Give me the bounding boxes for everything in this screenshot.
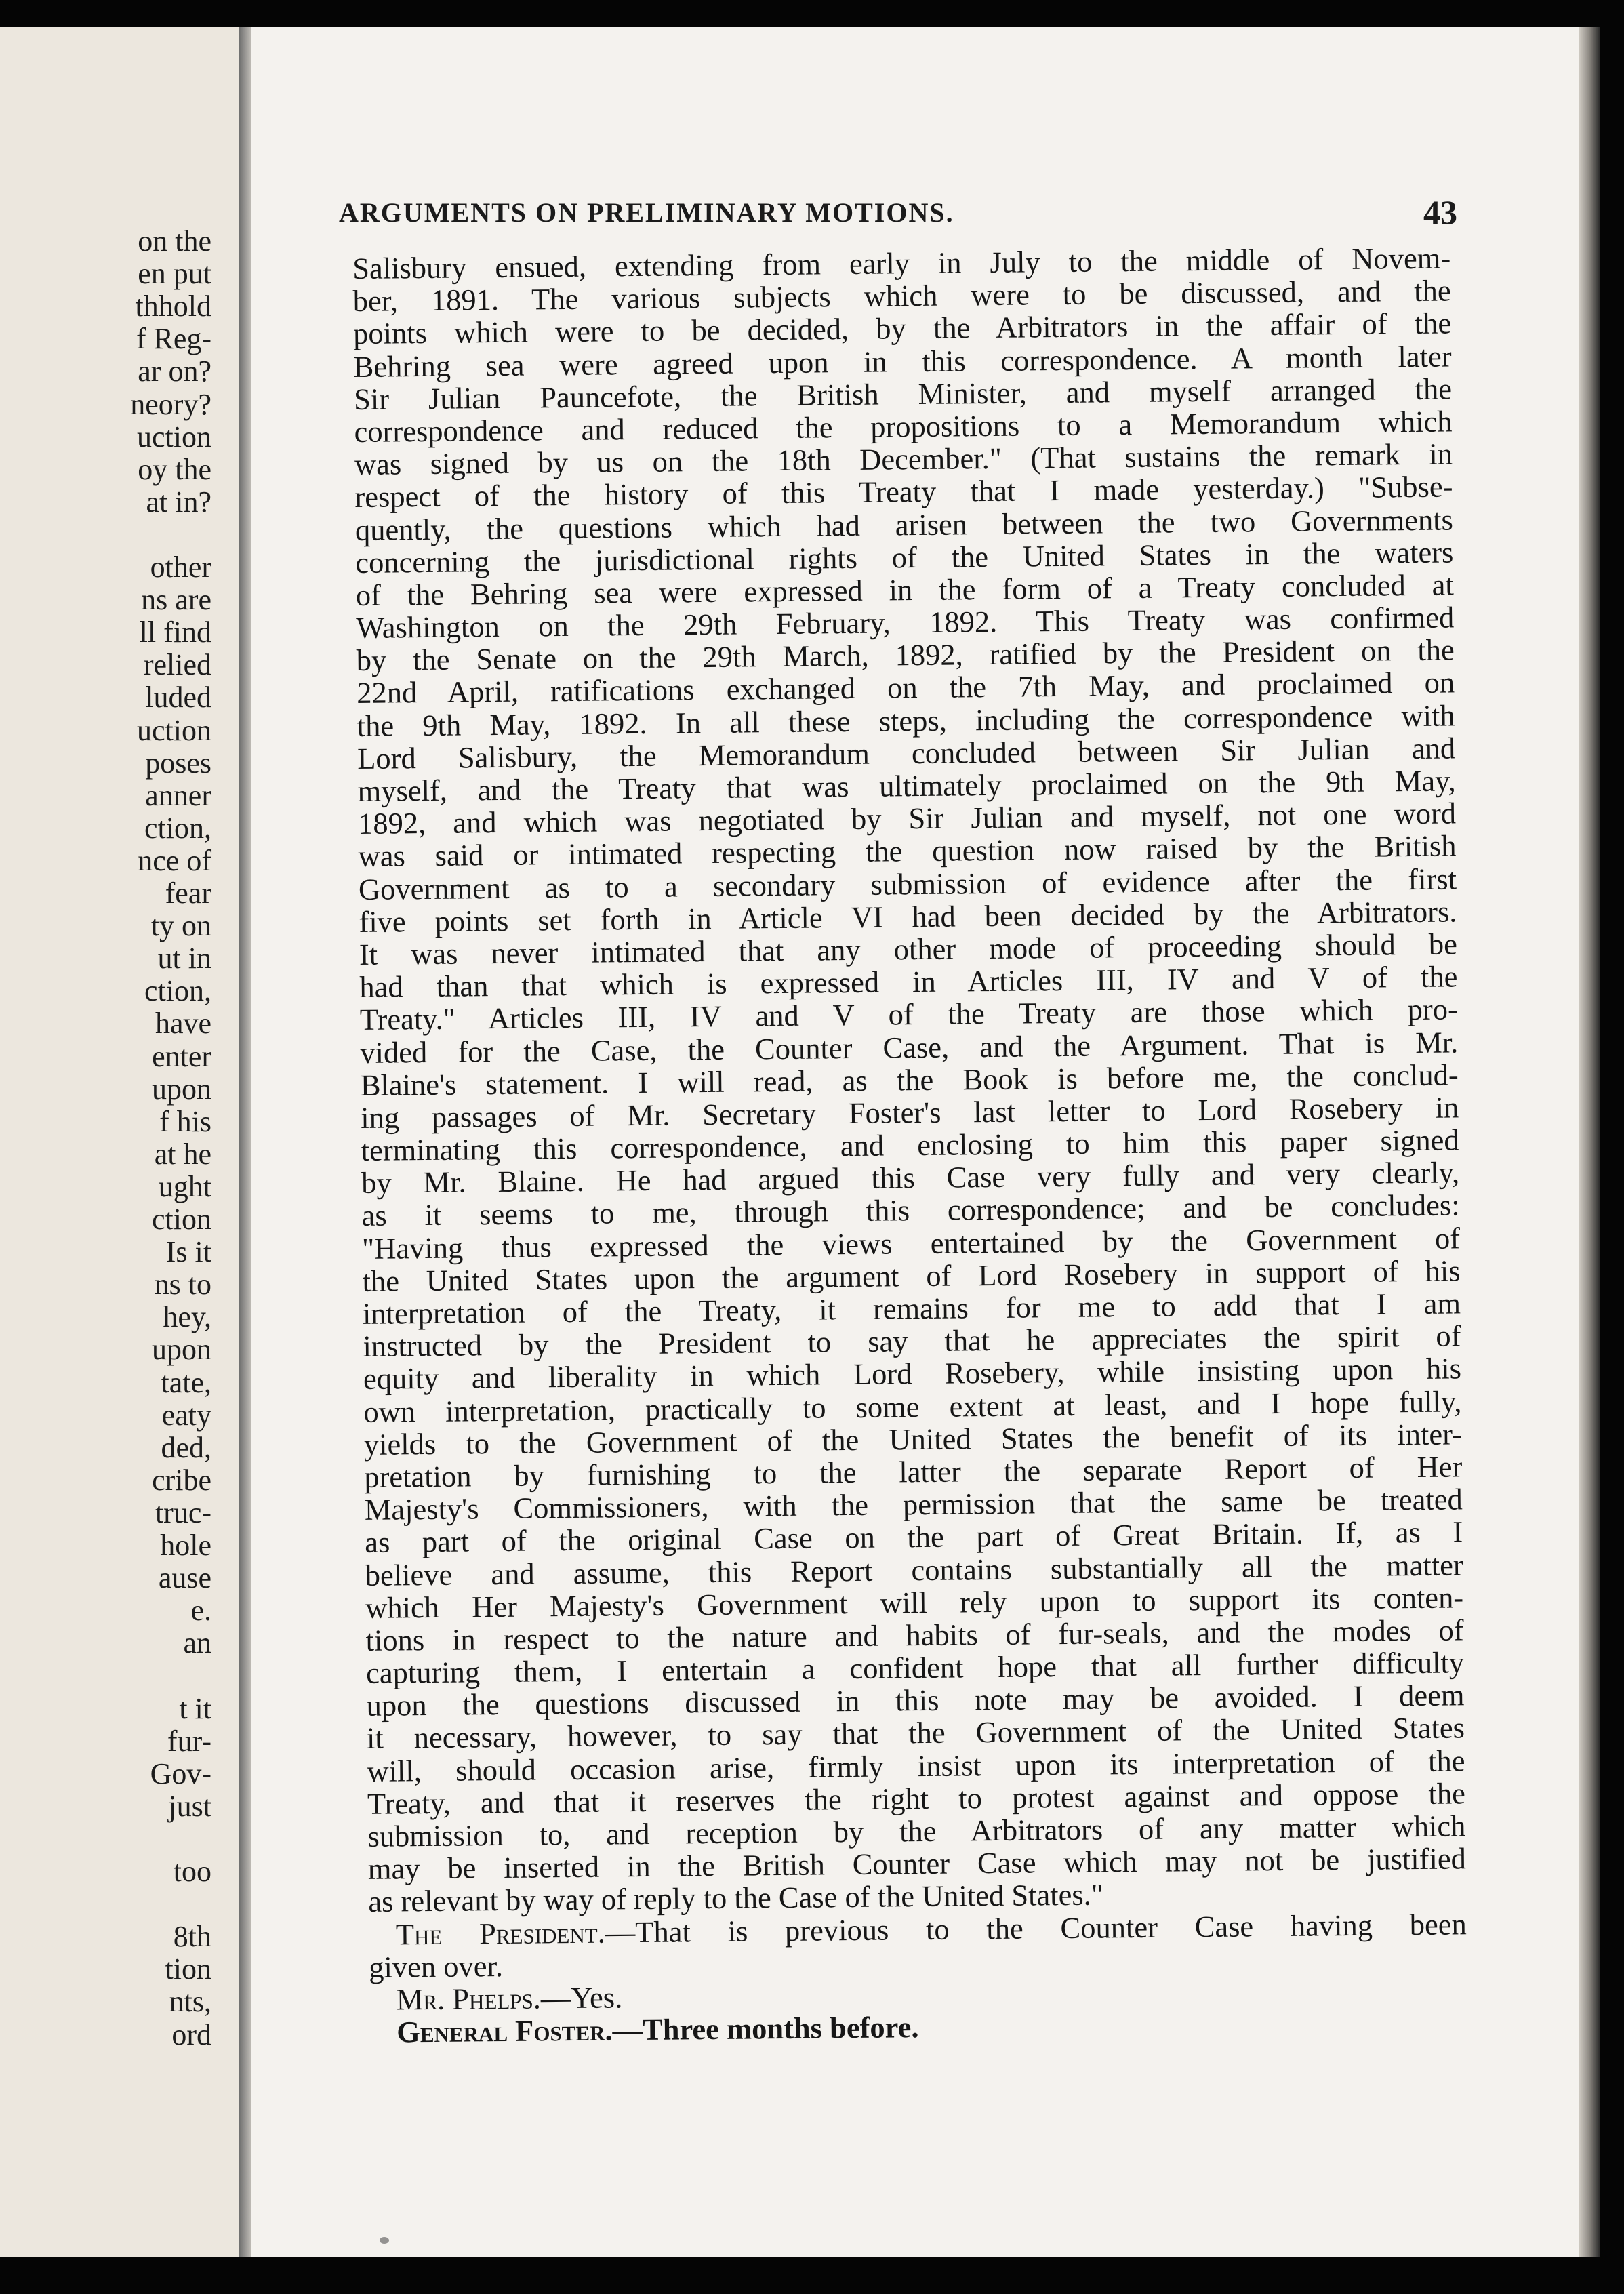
left-page-line: f Reg- xyxy=(136,322,211,356)
text-line: believe and assume, this Report contains substantially all the matter xyxy=(365,1547,1463,1592)
text-line: capturing them, I entertain a confident hope that all further difficulty xyxy=(365,1645,1465,1690)
text-line: vided for the Case, the Counter Case, and the Argument. That is Mr. xyxy=(360,1024,1459,1070)
text-line: Lord Salisbury, the Memorandum concluded between Sir Julian and xyxy=(357,731,1456,776)
text-line: ber, 1891. The various subjects which were to be discussed, and the xyxy=(352,273,1451,319)
left-page-line: e. xyxy=(190,1594,211,1628)
text-line: tions in respect to the nature and habits of fur-seals, and the modes of xyxy=(365,1613,1464,1657)
left-page-line: enter xyxy=(152,1039,211,1073)
text-line: was signed by us on the 18th December." (That sustains the remark in xyxy=(354,437,1453,482)
left-page-line: cribe xyxy=(152,1463,211,1497)
text-line: concerning the jurisdictional rights of the United States in the waters xyxy=(355,535,1454,580)
left-page-line: at in? xyxy=(146,485,211,519)
text-line: Behring sea were agreed upon in this correspondence. A month later xyxy=(353,339,1452,384)
text-line: "Having thus expressed the views entertained by the Government of xyxy=(361,1221,1461,1266)
body-text xyxy=(352,241,1467,2049)
left-page-line: Gov- xyxy=(150,1756,211,1790)
left-page-line: too xyxy=(173,1855,211,1888)
left-page-line: ause xyxy=(158,1561,211,1595)
speaker-name: The President. xyxy=(395,1915,606,1952)
left-page-line: ction, xyxy=(144,974,211,1008)
speaker-name: General Foster. xyxy=(396,2013,613,2049)
left-page-line: relied xyxy=(143,648,211,682)
left-page-line: ll find xyxy=(139,616,211,649)
left-page-line: nts, xyxy=(169,1985,211,2019)
text-line: submission to, and reception by the Arbitrators of any matter which xyxy=(367,1809,1466,1853)
left-page-line: hey, xyxy=(163,1300,211,1334)
text-line: Salisbury ensued, extending from early in July to the middle of Novem- xyxy=(352,241,1451,285)
left-page-line: anner xyxy=(145,778,211,812)
text-line: Majesty's Commissioners, with the permission that the same be treated xyxy=(364,1482,1463,1527)
text-line: Sir Julian Pauncefote, the British Minister, and myself arranged the xyxy=(353,371,1453,416)
text-line: which Her Majesty's Government will rely upon to support its conten- xyxy=(365,1580,1464,1625)
text-line: respect of the history of this Treaty that I made yesterday.) "Subse- xyxy=(354,469,1453,515)
text-line: Washington on the 29th February, 1892. This Treaty was confirmed xyxy=(356,600,1455,645)
speaker-name: Mr. Phelps. xyxy=(396,1981,542,2017)
text-line: by Mr. Blaine. He had argued this Case very fully and very clearly, xyxy=(361,1155,1460,1201)
left-page-line: ded, xyxy=(161,1430,211,1464)
left-page-line: fur- xyxy=(167,1724,211,1758)
speech-text: —Three months before. xyxy=(612,2010,919,2047)
left-page-line: at he xyxy=(154,1137,211,1171)
left-page-line: t it xyxy=(179,1691,211,1725)
left-page-line: en put xyxy=(138,257,211,291)
text-line: terminating this correspondence, and enclosing to him this paper signed xyxy=(361,1123,1459,1168)
left-page-line: nce of xyxy=(138,843,211,877)
running-head: ARGUMENTS ON PRELIMINARY MOTIONS. xyxy=(339,197,954,228)
page-edge xyxy=(1579,27,1600,2257)
left-page-line: poses xyxy=(145,746,211,780)
text-line: quently, the questions which had arisen between the two Governments xyxy=(354,502,1454,547)
text-line: the United States upon the argument of Lord Rosebery in support of his xyxy=(362,1253,1461,1298)
text-line: pretation by furnishing to the latter the separate Report of Her xyxy=(364,1449,1463,1494)
left-page-line: truc- xyxy=(155,1495,211,1529)
left-page-line: neory? xyxy=(130,387,211,421)
text-line: correspondence and reduced the propositions to a Memorandum which xyxy=(354,404,1453,449)
left-page-line: thhold xyxy=(135,289,211,323)
text-line: upon the questions discussed in this note may be avoided. I deem xyxy=(366,1678,1465,1723)
text-line: Treaty." Articles III, IV and V of the Treaty are those which pro- xyxy=(359,992,1459,1037)
text-line: as relevant by way of reply to the Case of the United States." xyxy=(368,1877,1104,1919)
left-page-line: ction, xyxy=(144,811,211,845)
text-line: own interpretation, practically to some extent at least, and I hope fully, xyxy=(363,1384,1462,1429)
left-page-line: an xyxy=(183,1626,211,1660)
left-page-line: ught xyxy=(158,1169,211,1203)
left-page-line: ut in xyxy=(157,942,211,975)
text-line: as it seems to me, through this correspondence; and be concludes: xyxy=(361,1188,1460,1233)
left-page-line: eaty xyxy=(161,1398,211,1432)
text-line: 1892, and which was negotiated by Sir Julian and myself, not one word xyxy=(357,796,1457,841)
left-page-line: ord xyxy=(171,2017,211,2051)
text-line: it necessary, however, to say that the Government of the United States xyxy=(366,1710,1465,1756)
left-page-line: ar on? xyxy=(138,355,211,388)
left-page-line: hole xyxy=(160,1529,211,1562)
text-line: Government as to a secondary submission of evidence after the first xyxy=(358,861,1457,906)
text-line: by the Senate on the 29th March, 1892, ratified by the President on the xyxy=(356,632,1455,678)
left-page-line: upon xyxy=(152,1072,211,1106)
left-page-line: uction xyxy=(137,420,211,454)
speech-continuation: given over. xyxy=(369,1948,504,1984)
page-number: 43 xyxy=(1423,193,1457,231)
left-page-line: have xyxy=(155,1007,211,1041)
text-line: of the Behring sea were expressed in the form of a Treaty concluded at xyxy=(355,567,1455,612)
text-line: myself, and the Treaty that was ultimately proclaimed on the 9th May, xyxy=(357,763,1456,808)
left-page-line: f his xyxy=(159,1104,211,1138)
text-line: instructed by the President to say that he appreciates the spirit of xyxy=(363,1319,1461,1364)
left-page-line: other xyxy=(150,550,211,584)
text-line: Treaty, and that it reserves the right to protest against and oppose the xyxy=(367,1776,1466,1821)
speech-text: —Yes. xyxy=(540,1980,623,2015)
left-page-line: ns are xyxy=(141,583,211,617)
left-page-line: uction xyxy=(137,713,211,747)
left-page-line: tion xyxy=(165,1952,211,1986)
text-line: five points set forth in Article VI had been decided by the Arbitrators. xyxy=(359,894,1457,939)
text-line: the 9th May, 1892. In all these steps, including the correspondence with xyxy=(357,698,1455,743)
text-line: It was never intimated that any other mode of proceeding should be xyxy=(359,927,1458,971)
left-page-line: upon xyxy=(152,1333,211,1367)
book-gutter xyxy=(239,27,251,2257)
text-line: 22nd April, ratifications exchanged on the 7th May, and proclaimed on xyxy=(357,665,1455,710)
text-line: ing passages of Mr. Secretary Foster's last letter to Lord Rosebery in xyxy=(361,1090,1459,1135)
speech-text: —That is previous to the Counter Case having been xyxy=(605,1906,1467,1950)
left-page-line: ns to xyxy=(154,1268,211,1302)
text-line: had than that which is expressed in Articles III, IV and V of the xyxy=(359,959,1458,1005)
left-page-line: oy the xyxy=(138,452,211,486)
text-line: interpretation of the Treaty, it remains for me to add that I am xyxy=(362,1286,1461,1331)
text-line: points which were to be decided, by the Arbitrators in the affair of the xyxy=(352,306,1452,351)
text-line: was said or intimated respecting the question now raised by the British xyxy=(358,828,1457,874)
left-page-line: fear xyxy=(165,877,211,910)
text-line: may be inserted in the British Counter Case which may not be justified xyxy=(367,1841,1467,1887)
page-header xyxy=(339,193,1457,237)
left-page-fragment xyxy=(0,27,239,2257)
left-page-line: Is it xyxy=(165,1235,211,1269)
left-page-line: luded xyxy=(145,681,211,715)
text-line: as part of the original Case on the part of Great Britain. If, as I xyxy=(365,1514,1463,1560)
text-line: yields to the Government of the United States the benefit of its inter- xyxy=(363,1417,1463,1462)
ink-speck xyxy=(380,2237,389,2244)
left-page-line: on the xyxy=(138,224,211,258)
text-line: will, should occasion arise, firmly insist upon its interpretation of the xyxy=(367,1743,1465,1788)
left-page-line: 8th xyxy=(173,1920,211,1954)
left-page-line: just xyxy=(168,1789,211,1823)
left-page-line: ty on xyxy=(150,909,211,943)
left-page-line: tate, xyxy=(161,1365,211,1399)
left-page-line: ction xyxy=(152,1203,211,1236)
text-line: equity and liberality in which Lord Rosebery, while insisting upon his xyxy=(363,1351,1462,1396)
text-line: Blaine's statement. I will read, as the Book is before me, the conclud- xyxy=(360,1058,1459,1102)
